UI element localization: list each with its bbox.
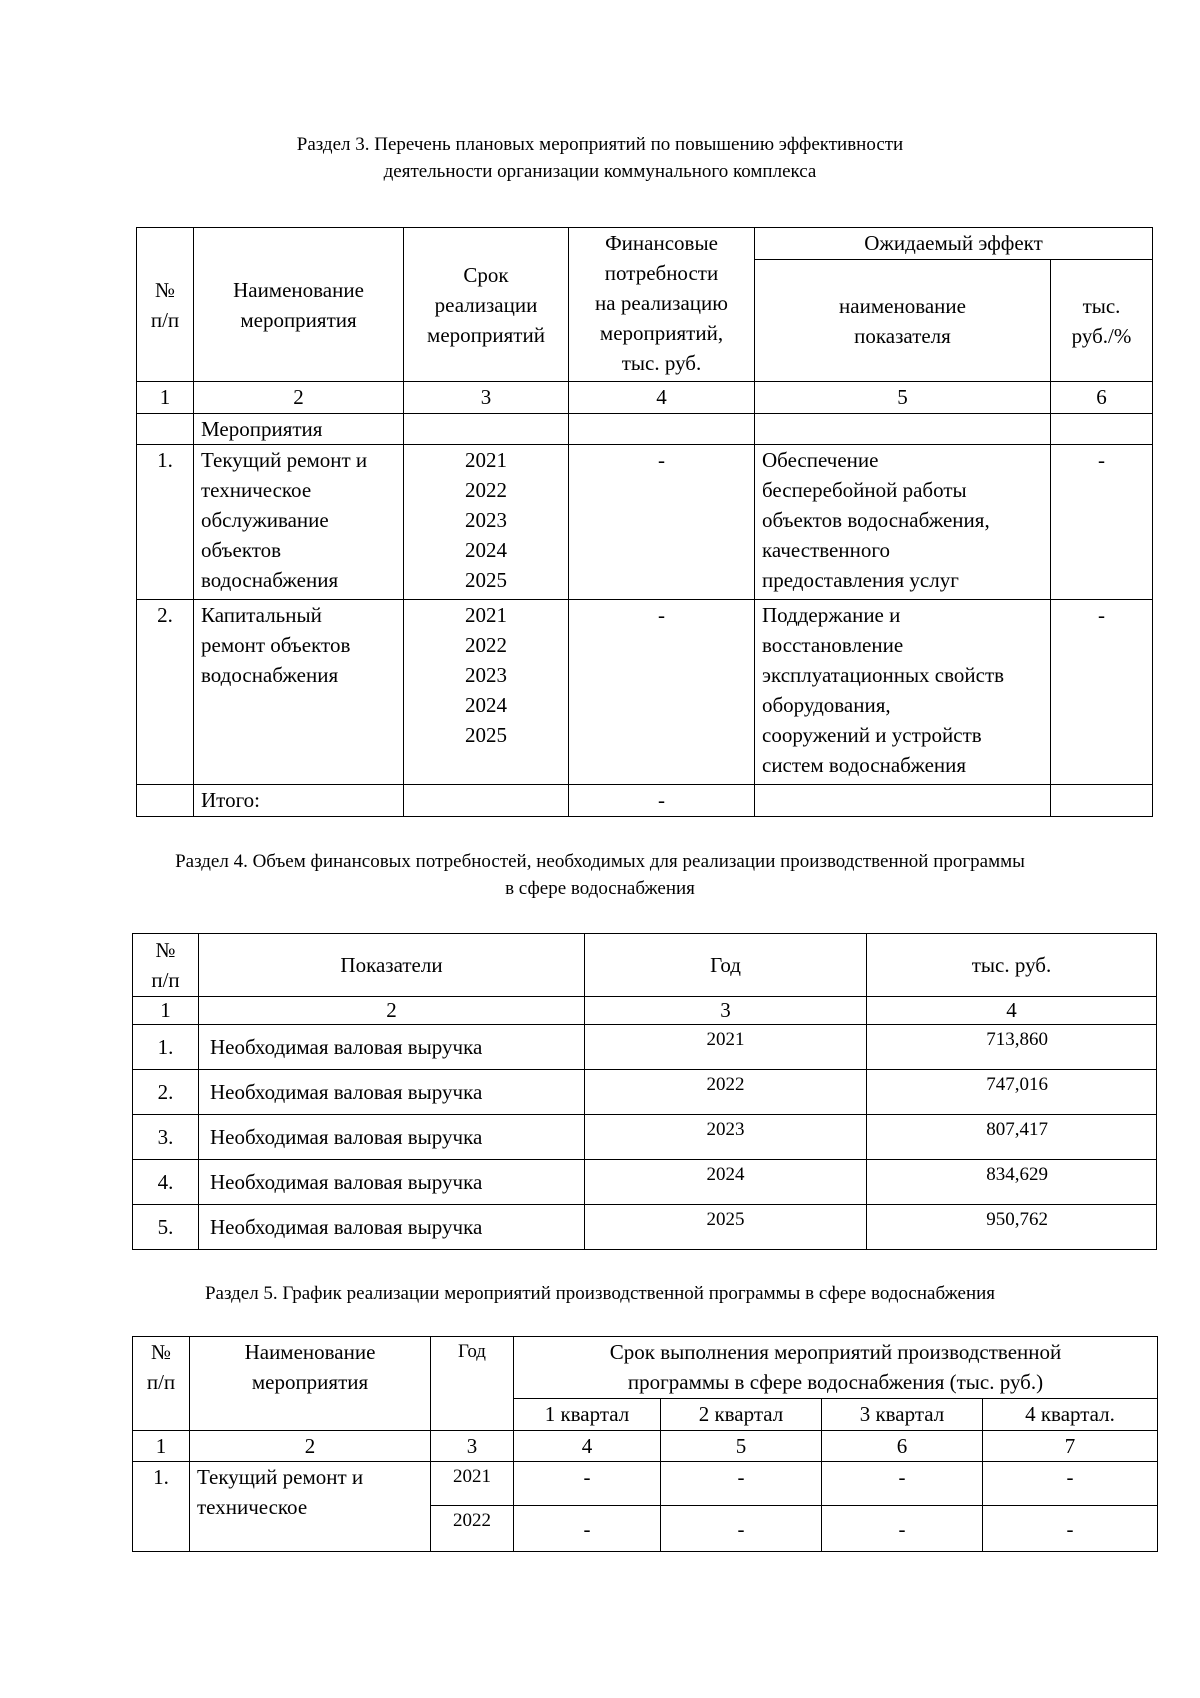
s5-header-q3: 3 квартал — [822, 1399, 983, 1431]
s3-row2-fin: - — [569, 600, 755, 785]
section5-table — [132, 1336, 1158, 1552]
s3-header-fin: Финансовые потребности на реализацию мероприятий, тыс. руб. — [569, 228, 755, 382]
s4-row-name: Необходимая валовая выручка — [199, 1205, 585, 1250]
s4-header-num: № п/п — [133, 934, 199, 997]
s3-colnum-2: 2 — [194, 382, 404, 414]
s3-total-row — [137, 785, 1153, 817]
s5-row1-num: 1. — [133, 1462, 190, 1552]
s3-row1-name: Текущий ремонт и техническое обслуживание объектов водоснабжения — [194, 445, 404, 600]
s5-q-value: - — [661, 1462, 822, 1506]
s4-row-num: 5. — [133, 1205, 199, 1250]
section3-title-line2: деятельности организации коммунального комплекса — [383, 161, 817, 182]
s4-row-year: 2021 — [585, 1025, 867, 1070]
s4-row-year: 2023 — [585, 1115, 867, 1160]
s3-group-row — [137, 414, 1153, 445]
s3-row1-num: 1. — [137, 445, 194, 600]
s3-row2-years: 2021 2022 2023 2024 2025 — [404, 600, 569, 785]
s3-total-fin: - — [569, 785, 755, 817]
s3-header-num: № п/п — [137, 228, 194, 382]
s5-header-q1: 1 квартал — [514, 1399, 661, 1431]
section4-table — [132, 933, 1157, 1250]
table-row — [137, 445, 1153, 600]
section4-title-line2: в сфере водоснабжения — [505, 878, 695, 899]
s5-year: 2021 — [431, 1462, 514, 1506]
s3-header-name: Наименование мероприятия — [194, 228, 404, 382]
s4-row-name: Необходимая валовая выручка — [199, 1025, 585, 1070]
s5-col-numbers — [133, 1431, 1158, 1462]
s5-colnum-2: 2 — [190, 1431, 431, 1462]
s5-colnum-6: 6 — [822, 1431, 983, 1462]
table-row — [133, 1070, 1157, 1115]
s4-row-amount: 950,762 — [867, 1205, 1157, 1250]
s3-total-label: Итого: — [194, 785, 404, 817]
table-row — [133, 1115, 1157, 1160]
section3-table — [136, 227, 1153, 817]
s3-row1-indicator: Обеспечение бесперебойной работы объектов водоснабжения, качественного предоставления услуг — [755, 445, 1051, 600]
s3-header-value: тыс. руб./% — [1051, 260, 1153, 382]
s4-row-year: 2024 — [585, 1160, 867, 1205]
s3-group-label: Мероприятия — [194, 414, 404, 445]
s4-row-name: Необходимая валовая выручка — [199, 1160, 585, 1205]
s4-row-year: 2025 — [585, 1205, 867, 1250]
section3-title — [0, 131, 1200, 185]
s5-q-value: - — [983, 1462, 1158, 1506]
section4-title — [0, 848, 1200, 902]
s4-row-num: 3. — [133, 1115, 199, 1160]
s5-header-schedule: Срок выполнения мероприятий производственной программы в сфере водоснабжения (тыс. руб.) — [514, 1337, 1158, 1399]
s4-header-indicators: Показатели — [199, 934, 585, 997]
s4-row-name: Необходимая валовая выручка — [199, 1115, 585, 1160]
s5-header-name: Наименование мероприятия — [190, 1337, 431, 1431]
s4-header-year: Год — [585, 934, 867, 997]
s4-row-num: 2. — [133, 1070, 199, 1115]
table-row — [133, 1205, 1157, 1250]
s5-header-q2: 2 квартал — [661, 1399, 822, 1431]
s4-colnum-4: 4 — [867, 997, 1157, 1025]
s5-year: 2022 — [431, 1506, 514, 1552]
s5-colnum-3: 3 — [431, 1431, 514, 1462]
s5-header-q4: 4 квартал. — [983, 1399, 1158, 1431]
s5-row1-name: Текущий ремонт и техническое — [190, 1462, 431, 1552]
s3-colnum-1: 1 — [137, 382, 194, 414]
s5-q-value: - — [514, 1462, 661, 1506]
s5-header-num: № п/п — [133, 1337, 190, 1431]
s3-colnum-5: 5 — [755, 382, 1051, 414]
s4-row-amount: 713,860 — [867, 1025, 1157, 1070]
section3-title-line1: Раздел 3. Перечень плановых мероприятий по повышению эффективности — [296, 134, 904, 155]
s3-colnum-4: 4 — [569, 382, 755, 414]
s4-row-name: Необходимая валовая выручка — [199, 1070, 585, 1115]
s4-row-year: 2022 — [585, 1070, 867, 1115]
s5-q-value: - — [661, 1506, 822, 1552]
s3-row2-name: Капитальный ремонт объектов водоснабжения — [194, 600, 404, 785]
s3-row1-value: - — [1051, 445, 1153, 600]
s3-row1-years: 2021 2022 2023 2024 2025 — [404, 445, 569, 600]
s5-colnum-4: 4 — [514, 1431, 661, 1462]
s3-row1-fin: - — [569, 445, 755, 600]
s4-header-amount: тыс. руб. — [867, 934, 1157, 997]
s5-q-value: - — [983, 1506, 1158, 1552]
s4-colnum-2: 2 — [199, 997, 585, 1025]
s3-header-effect: Ожидаемый эффект — [755, 228, 1153, 260]
table-row — [133, 1160, 1157, 1205]
s5-header-year: Год — [431, 1337, 514, 1431]
s3-colnum-3: 3 — [404, 382, 569, 414]
s4-row-num: 4. — [133, 1160, 199, 1205]
s4-row-amount: 747,016 — [867, 1070, 1157, 1115]
section4-title-line1: Раздел 4. Объем финансовых потребностей, необходимых для реализации производственной программы — [175, 851, 1025, 872]
s4-colnum-3: 3 — [585, 997, 867, 1025]
section5-title: Раздел 5. График реализации мероприятий производственной программы в сфере водоснабжения — [204, 1283, 996, 1304]
s5-q-value: - — [822, 1506, 983, 1552]
s3-row2-value: - — [1051, 600, 1153, 785]
s5-colnum-1: 1 — [133, 1431, 190, 1462]
s4-col-numbers — [133, 997, 1157, 1025]
s3-row2-indicator: Поддержание и восстановление эксплуатационных свойств оборудования, сооружений и устройств систем водоснабжения — [755, 600, 1051, 785]
s4-row-amount: 834,629 — [867, 1160, 1157, 1205]
s5-colnum-5: 5 — [661, 1431, 822, 1462]
s5-q-value: - — [514, 1506, 661, 1552]
s4-colnum-1: 1 — [133, 997, 199, 1025]
s5-colnum-7: 7 — [983, 1431, 1158, 1462]
s5-q-value: - — [822, 1462, 983, 1506]
table-row — [133, 1025, 1157, 1070]
s3-header-term: Срок реализации мероприятий — [404, 228, 569, 382]
s3-col-numbers — [137, 382, 1153, 414]
s3-colnum-6: 6 — [1051, 382, 1153, 414]
table-row — [137, 600, 1153, 785]
table-row — [133, 1462, 1158, 1506]
s4-row-num: 1. — [133, 1025, 199, 1070]
s3-header-indicator: наименование показателя — [755, 260, 1051, 382]
s4-row-amount: 807,417 — [867, 1115, 1157, 1160]
s3-row2-num: 2. — [137, 600, 194, 785]
